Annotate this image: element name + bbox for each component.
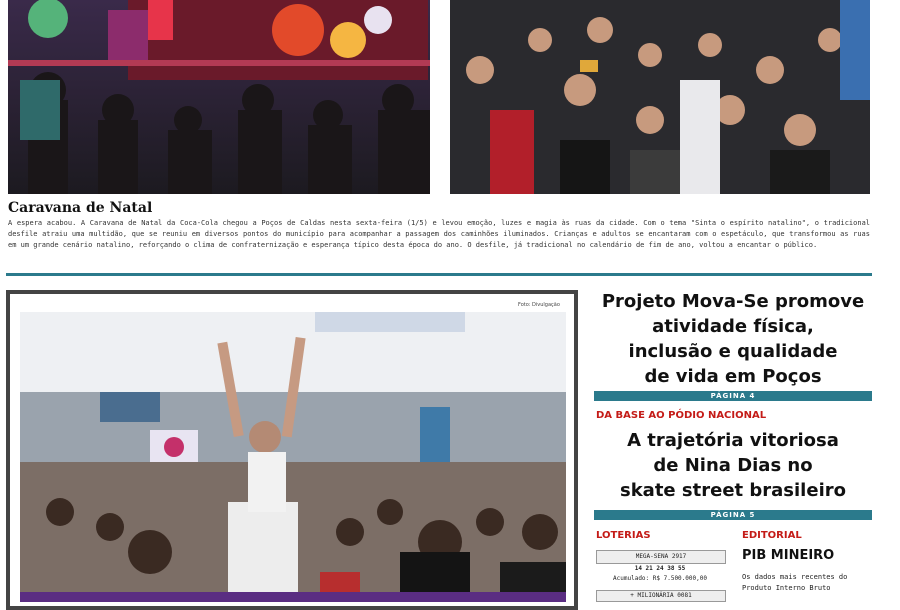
page-ref-bar[interactable]: PÁGINA 4 — [594, 391, 872, 401]
headline-nina-dias — [592, 428, 874, 503]
photo-credit: Foto: Divulgação — [518, 302, 560, 308]
headline-line: Projeto Mova-Se promove — [601, 291, 865, 312]
editorial-title: PIB MINEIRO — [742, 548, 835, 563]
lottery-game-2 — [596, 590, 726, 602]
photo-parade-stage — [8, 0, 430, 194]
page-ref-bar[interactable]: PÁGINA 5 — [594, 510, 872, 520]
lottery-game-name: MEGA-SENA 2917 — [635, 553, 687, 560]
lottery-game-2-name: + MILIONÁRIA 0081 — [630, 592, 692, 599]
kicker-label: DA BASE AO PÓDIO NACIONAL — [596, 410, 767, 421]
lottery-prize: Acumulado: R$ 7.500.000,00 — [613, 575, 707, 582]
photo-event-hall — [20, 312, 566, 602]
editorial-label: EDITORIAL — [742, 530, 802, 541]
caption-body: A espera acabou. A Caravana de Natal da Coca-Cola chegou a Poços de Caldas nesta sexta-feira (1/5) e levou emoção, luzes e magia às ruas da cidade. Com o tema "Sinta o espírito natalino", o tradicional desfile atraiu uma multidão, que se reuniu em diversos pontos do município para acompanhar a passagem dos caminhões iluminados. Crianças e adultos se encantaram com o espetáculo, que transformou as ruas em um grande cenário natalino, reforçando o clima de confraternização e esperança típico desta época do ano. O desfile, já tradicional no calendário de fim de ano, voltou a encantar o público. — [8, 219, 870, 249]
featured-photo-frame — [6, 290, 578, 610]
headline-line: atividade física, — [652, 316, 814, 337]
photo-crowd — [450, 0, 870, 194]
editorial-text: Os dados mais recentes do Produto Interno Bruto — [742, 573, 848, 592]
headline-line: de vida em Poços — [644, 366, 822, 387]
lottery-numbers: 14 21 24 38 55 — [634, 565, 686, 572]
headline-line: inclusão e qualidade — [628, 341, 838, 362]
headline-mova-se — [592, 289, 874, 389]
headline-line: skate street brasileiro — [620, 480, 846, 501]
section-divider — [6, 273, 872, 276]
headline-line: de Nina Dias no — [653, 455, 813, 476]
caption-title: Caravana de Natal — [8, 200, 153, 216]
headline-line: A trajetória vitoriosa — [627, 430, 839, 451]
lottery-game — [596, 550, 726, 564]
loterias-label: LOTERIAS — [596, 530, 651, 541]
